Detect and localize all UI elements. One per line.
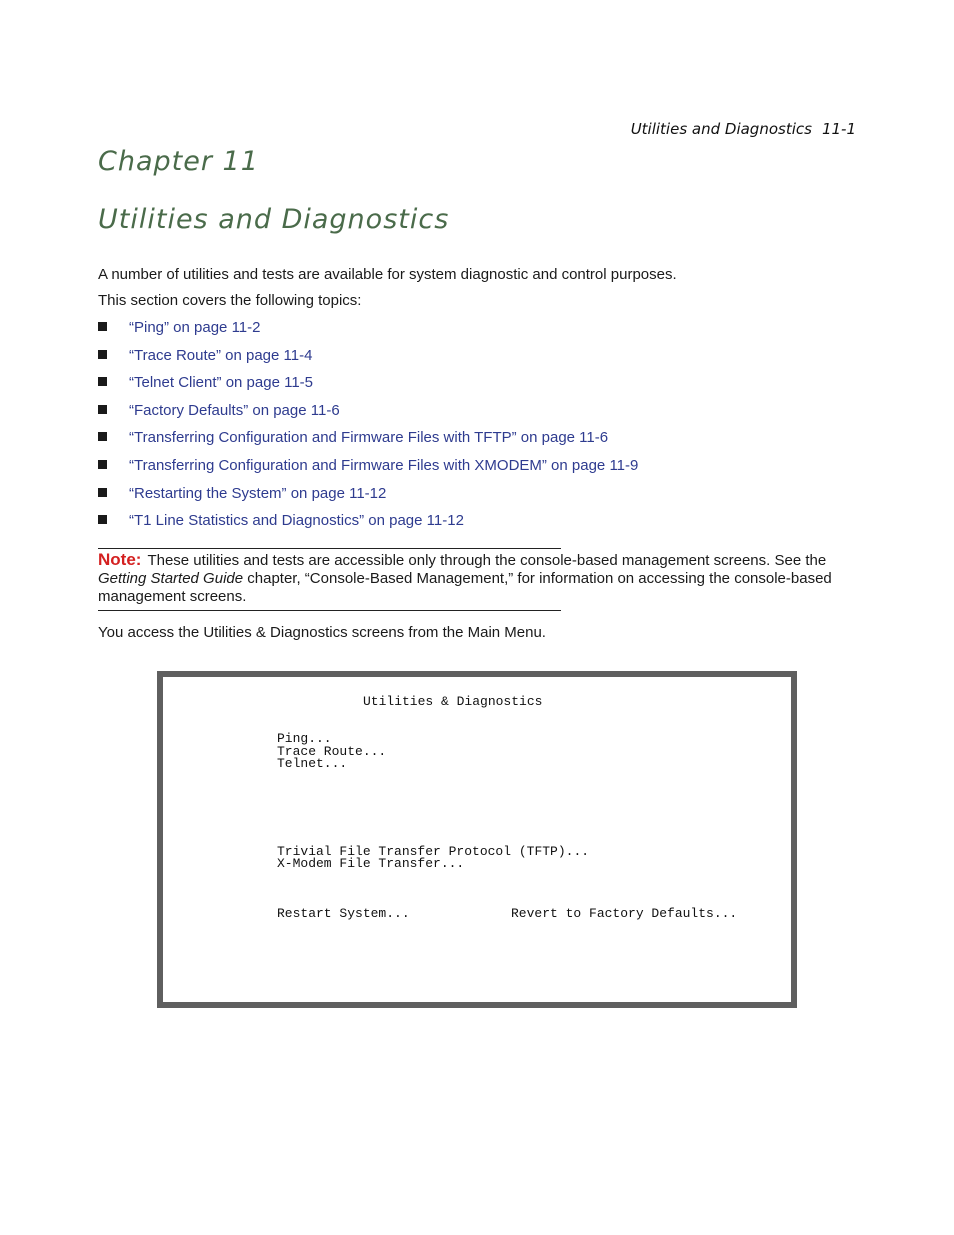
topic-link-tftp[interactable]: “Transferring Configuration and Firmware Files with TFTP” on page 11-6 xyxy=(129,429,609,447)
topics-intro: This section covers the following topics: xyxy=(98,292,362,309)
topic-link-trace-route[interactable]: “Trace Route” on page 11-4 xyxy=(129,346,313,364)
bullet-icon xyxy=(98,405,107,414)
topics-list xyxy=(98,319,638,540)
note-label: Note: xyxy=(98,550,142,569)
topic-link-ping[interactable]: “Ping” on page 11-2 xyxy=(129,319,261,336)
bullet-icon xyxy=(98,515,107,524)
list-item xyxy=(98,374,638,402)
intro-paragraph: A number of utilities and tests are available for system diagnostic and control purposes. xyxy=(98,266,677,283)
running-header xyxy=(631,120,856,138)
bullet-icon xyxy=(98,460,107,469)
chapter-title: Utilities and Diagnostics xyxy=(98,204,450,235)
bullet-icon xyxy=(98,432,107,441)
guide-name: Getting Started Guide xyxy=(98,570,244,587)
bullet-icon xyxy=(98,350,107,359)
menu-item-tftp[interactable]: Trivial File Transfer Protocol (TFTP)... xyxy=(277,844,590,859)
note-text-before: These utilities and tests are accessible only through the console-based management screens. See the xyxy=(147,552,827,569)
menu-item-telnet[interactable]: Telnet... xyxy=(277,756,348,771)
menu-item-xmodem[interactable]: X-Modem File Transfer... xyxy=(277,856,465,871)
note-bottom-rule xyxy=(98,610,561,611)
chapter-label: Chapter 11 xyxy=(98,146,259,177)
access-paragraph: You access the Utilities & Diagnostics screens from the Main Menu. xyxy=(98,624,546,641)
screen-title: Utilities & Diagnostics xyxy=(363,694,543,709)
topic-link-factory-defaults[interactable]: “Factory Defaults” on page 11-6 xyxy=(129,401,340,419)
menu-item-revert-defaults[interactable]: Revert to Factory Defaults... xyxy=(511,906,738,921)
running-header-title: Utilities and Diagnostics xyxy=(630,120,812,138)
bullet-icon xyxy=(98,488,107,497)
bullet-icon xyxy=(98,377,107,386)
bullet-icon xyxy=(98,322,107,331)
list-item xyxy=(98,457,638,485)
menu-item-restart[interactable]: Restart System... xyxy=(277,906,410,921)
list-item xyxy=(98,347,638,375)
page-number: 11-1 xyxy=(821,120,856,138)
topic-link-telnet-client[interactable]: “Telnet Client” on page 11-5 xyxy=(129,374,313,392)
list-item xyxy=(98,429,638,457)
topic-link-xmodem[interactable]: “Transferring Configuration and Firmware Files with XMODEM” on page 11-9 xyxy=(129,456,639,474)
note-top-rule xyxy=(98,548,561,549)
list-item xyxy=(98,319,638,347)
menu-item-ping[interactable]: Ping... xyxy=(277,731,332,746)
topic-link-restarting[interactable]: “Restarting the System” on page 11-12 xyxy=(129,484,387,502)
topic-link-t1-line[interactable]: “T1 Line Statistics and Diagnostics” on page 11-12 xyxy=(129,512,464,530)
note-text-after: chapter, “Console-Based Management,” for information on accessing the console-based management screens. xyxy=(98,570,832,605)
menu-item-trace-route[interactable]: Trace Route... xyxy=(277,744,387,759)
list-item xyxy=(98,402,638,430)
list-item xyxy=(98,485,638,513)
list-item xyxy=(98,512,638,540)
console-screen xyxy=(157,671,797,1008)
note-block xyxy=(98,551,858,606)
